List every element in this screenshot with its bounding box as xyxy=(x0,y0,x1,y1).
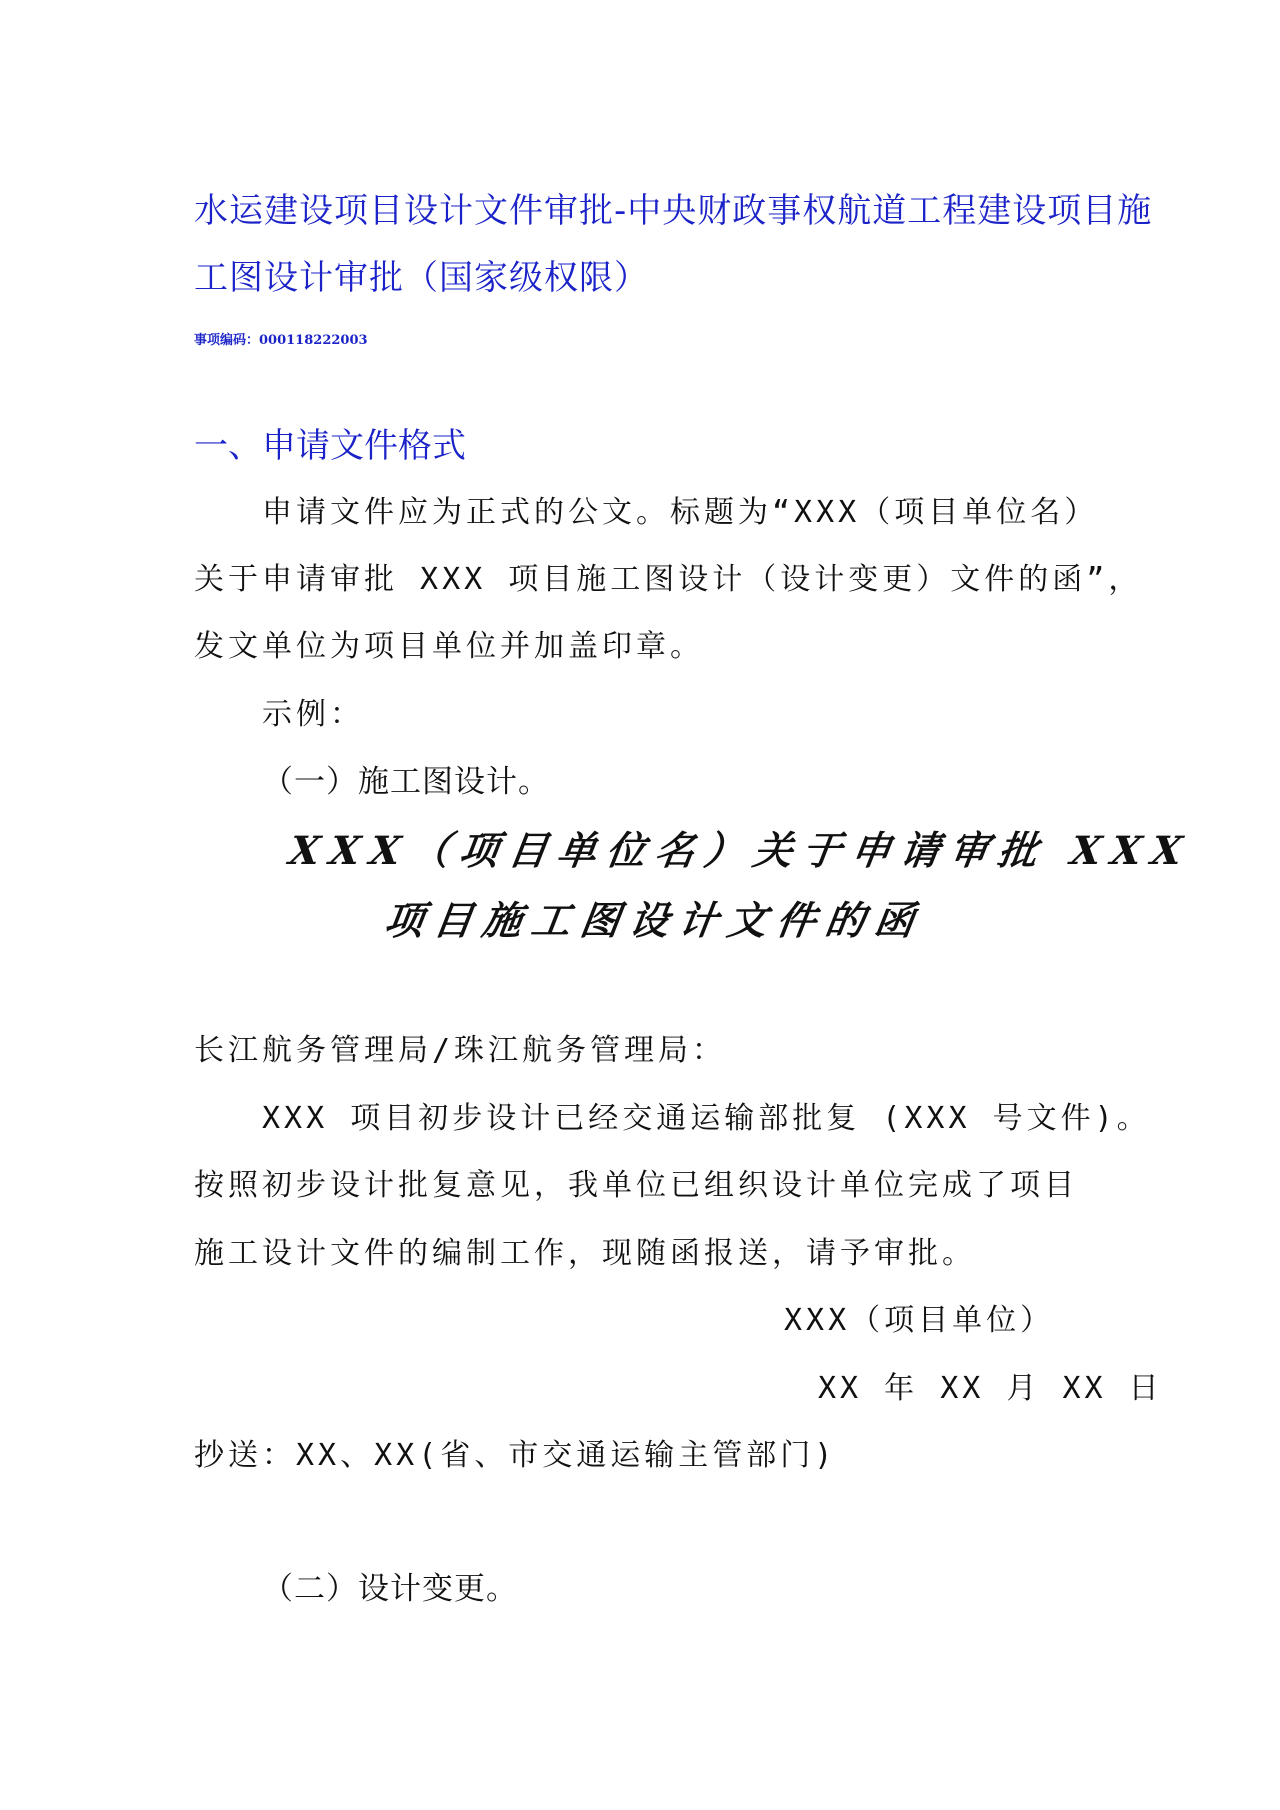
paragraph-1-line-3: 发文单位为项目单位并加盖印章。 xyxy=(194,629,704,664)
item-code: 事项编码：000118222003 xyxy=(194,333,368,348)
letter-addressee: 长江航务管理局/珠江航务管理局： xyxy=(194,1033,727,1068)
letter-title-line-1: XXX（项目单位名）关于申请审批 XXX xyxy=(286,828,1195,874)
example-label: 示例： xyxy=(262,697,364,732)
subsection-2-heading: （二）设计变更。 xyxy=(262,1571,518,1607)
letter-body-line-2: 按照初步设计批复意见，我单位已组织设计单位完成了项目 xyxy=(194,1168,1078,1203)
letter-body-line-3: 施工设计文件的编制工作，现随函报送，请予审批。 xyxy=(194,1236,976,1271)
document-title-line-2: 工图设计审批（国家级权限） xyxy=(194,258,649,298)
letter-body-line-1: XXX 项目初步设计已经交通运输部批复 (XXX 号文件)。 xyxy=(262,1101,1151,1136)
document-title-line-1: 水运建设项目设计文件审批-中央财政事权航道工程建设项目施 xyxy=(194,191,1153,231)
letter-signature: XXX（项目单位） xyxy=(784,1303,1055,1338)
letter-cc: 抄送：XX、XX(省、市交通运输主管部门) xyxy=(194,1438,837,1473)
subsection-1-heading: （一）施工图设计。 xyxy=(262,764,550,800)
letter-date: XX 年 XX 月 XX 日 xyxy=(818,1371,1163,1406)
paragraph-1-line-2: 关于申请审批 XXX 项目施工图设计（设计变更）文件的函”， xyxy=(194,562,1143,597)
paragraph-1-line-1: 申请文件应为正式的公文。标题为“XXX（项目单位名） xyxy=(262,495,1099,530)
section-1-heading: 一、申请文件格式 xyxy=(194,426,466,466)
letter-title-line-2: 项目施工图设计文件的函 xyxy=(381,898,927,944)
